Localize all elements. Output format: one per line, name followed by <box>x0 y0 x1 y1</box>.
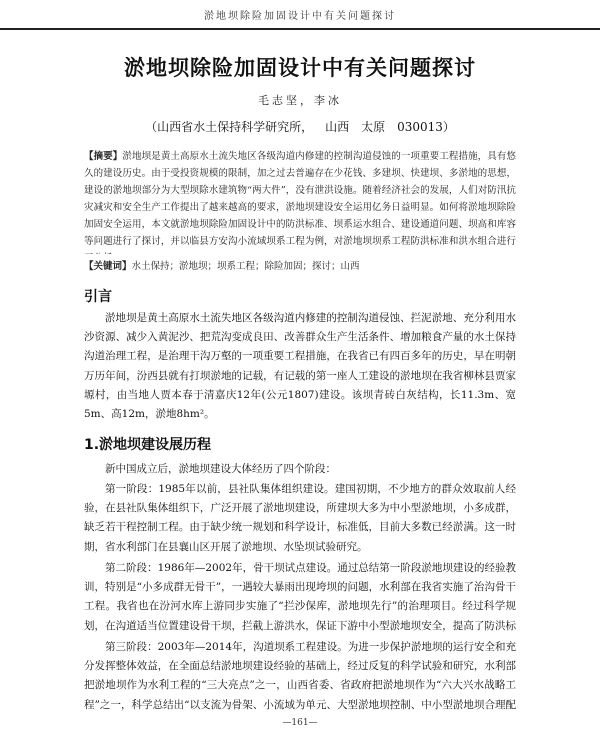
section1-heading: 1.淤地坝建设展历程 <box>84 437 212 453</box>
abstract-text: 淤地坝是黄土高原水土流失地区各级沟道内修建的控制沟道侵蚀的一项重要工程措施，具有悠久的建设历史。由于受投资规模的限制，加之过去普遍存在少花钱、多建坝、快建坝、多淤地的思想，建设的淤地坝部分为大型坝除水建筑物“两大件”，没有泄洪设施。随着经济社会的发展，人们对防汛抗灾减灾和安全生产工作提出了越来越高的要求，淤地坝建设安全运用亿务日益明显。如何将淤地坝除险加固安全运用，本文就淤地坝除险加固设计中的防洪标准、坝系运水组合、建设通道问题、坝高和库容等问题进行了探讨，并以临县方安沟小流域坝系工程为例，对淤地坝坝系工程防洪标准和洪水组合进行 <box>84 151 516 247</box>
stage1-paragraph: 第一阶段：1985年以前，县社队集体组织建设。建国初期，不少地方的群众效取前人经验，在县社队集体组织下，广泛开展了淤地坝建设，所建坝大多为中小型淤地坝，小多成群，缺乏若干程控制工程。由于缺少统一规划和科学设计，标准低，目前大多数已经淤满。这一时期，省水利部门在县襄山区开展了淤地坝、水坠坝试验研究。 <box>84 483 516 553</box>
affiliation-city: 太原 <box>361 120 386 134</box>
abstract-label: 【摘要】 <box>84 151 123 162</box>
keywords-block <box>84 258 516 275</box>
article-authors: 毛志坚，李冰 <box>258 94 342 107</box>
stage3-paragraph: 第三阶段：2003年—2014年，沟道坝系工程建设。为进一步保护淤地坝的运行安全和充分发挥整体效益，在全面总结淤地坝建设经验的基础上，经过反复的科学试验和研究，水利部把淤地坝作为水利工程的“三大亮点”之一，山西省委、省政府把淤地坝作为“六大兴水战略工程”之一，科学总结出“以支流为骨架、小流域为单元、大型淤地坝控制、中小型淤地坝合理配 <box>84 641 516 711</box>
affiliation-province: 山西 <box>325 120 350 134</box>
article-affiliation <box>0 118 600 135</box>
running-header <box>0 0 600 30</box>
abstract-block <box>84 148 516 254</box>
stage2-paragraph: 第二阶段：1986年—2002年，骨干坝试点建设。通过总结第一阶段淤地坝建设的经验教训，特别是“小多成群无骨干”，一遇较大暴雨出现垮坝的问题，水利部在我省实施了治沟骨干工程。我省也在汾河水库上游同步实施了“拦沙保库，淤地坝先行”的治理项目。经过科学规划，在沟道适当位置建设骨干坝，拦截上游洪水，保证下游中小型淤地坝安全，提高了防洪标 <box>84 562 516 632</box>
intro-heading: 引言 <box>84 289 112 305</box>
running-title: 淤地坝除险加固设计中有关问题探讨 <box>204 10 396 22</box>
page-number: —161— <box>282 718 318 728</box>
affiliation-org: （山西省水土保持科学研究所， <box>145 120 314 134</box>
article-title: 淤地坝除险加固设计中有关问题探讨 <box>124 56 476 80</box>
keywords-label: 【关键词】 <box>84 261 132 272</box>
section1-intro: 新中国成立后，淤地坝建设大体经历了四个阶段： <box>105 463 336 475</box>
keywords-text: 水土保持；淤地坝；坝系工程；除险加固；探讨；山西 <box>131 261 360 272</box>
affiliation-postcode: 030013） <box>397 120 455 134</box>
intro-paragraph: 淤地坝是黄土高原水土流失地区各级沟道内修建的控制沟道侵蚀、拦泥淤地、充分利用水沙资源、减少入黄泥沙、把荒沟变成良田、改善群众生产生活条件、增加粮食产量的水土保持沟道治理工程，是治理干沟万壑的一项重要工程措施，在我省已有四百多年的历史，早在明朝万历年间，汾西县就有打坝淤地的记载，有记载的第一座人工建设的淤地坝在我省柳林县贾家塬村，由当地人贾本春于清嘉庆12年(公元1807)建设。该坝青砖白灰结构，长11.3m、宽5m、高12m，淤地8hm²。 <box>84 312 516 421</box>
